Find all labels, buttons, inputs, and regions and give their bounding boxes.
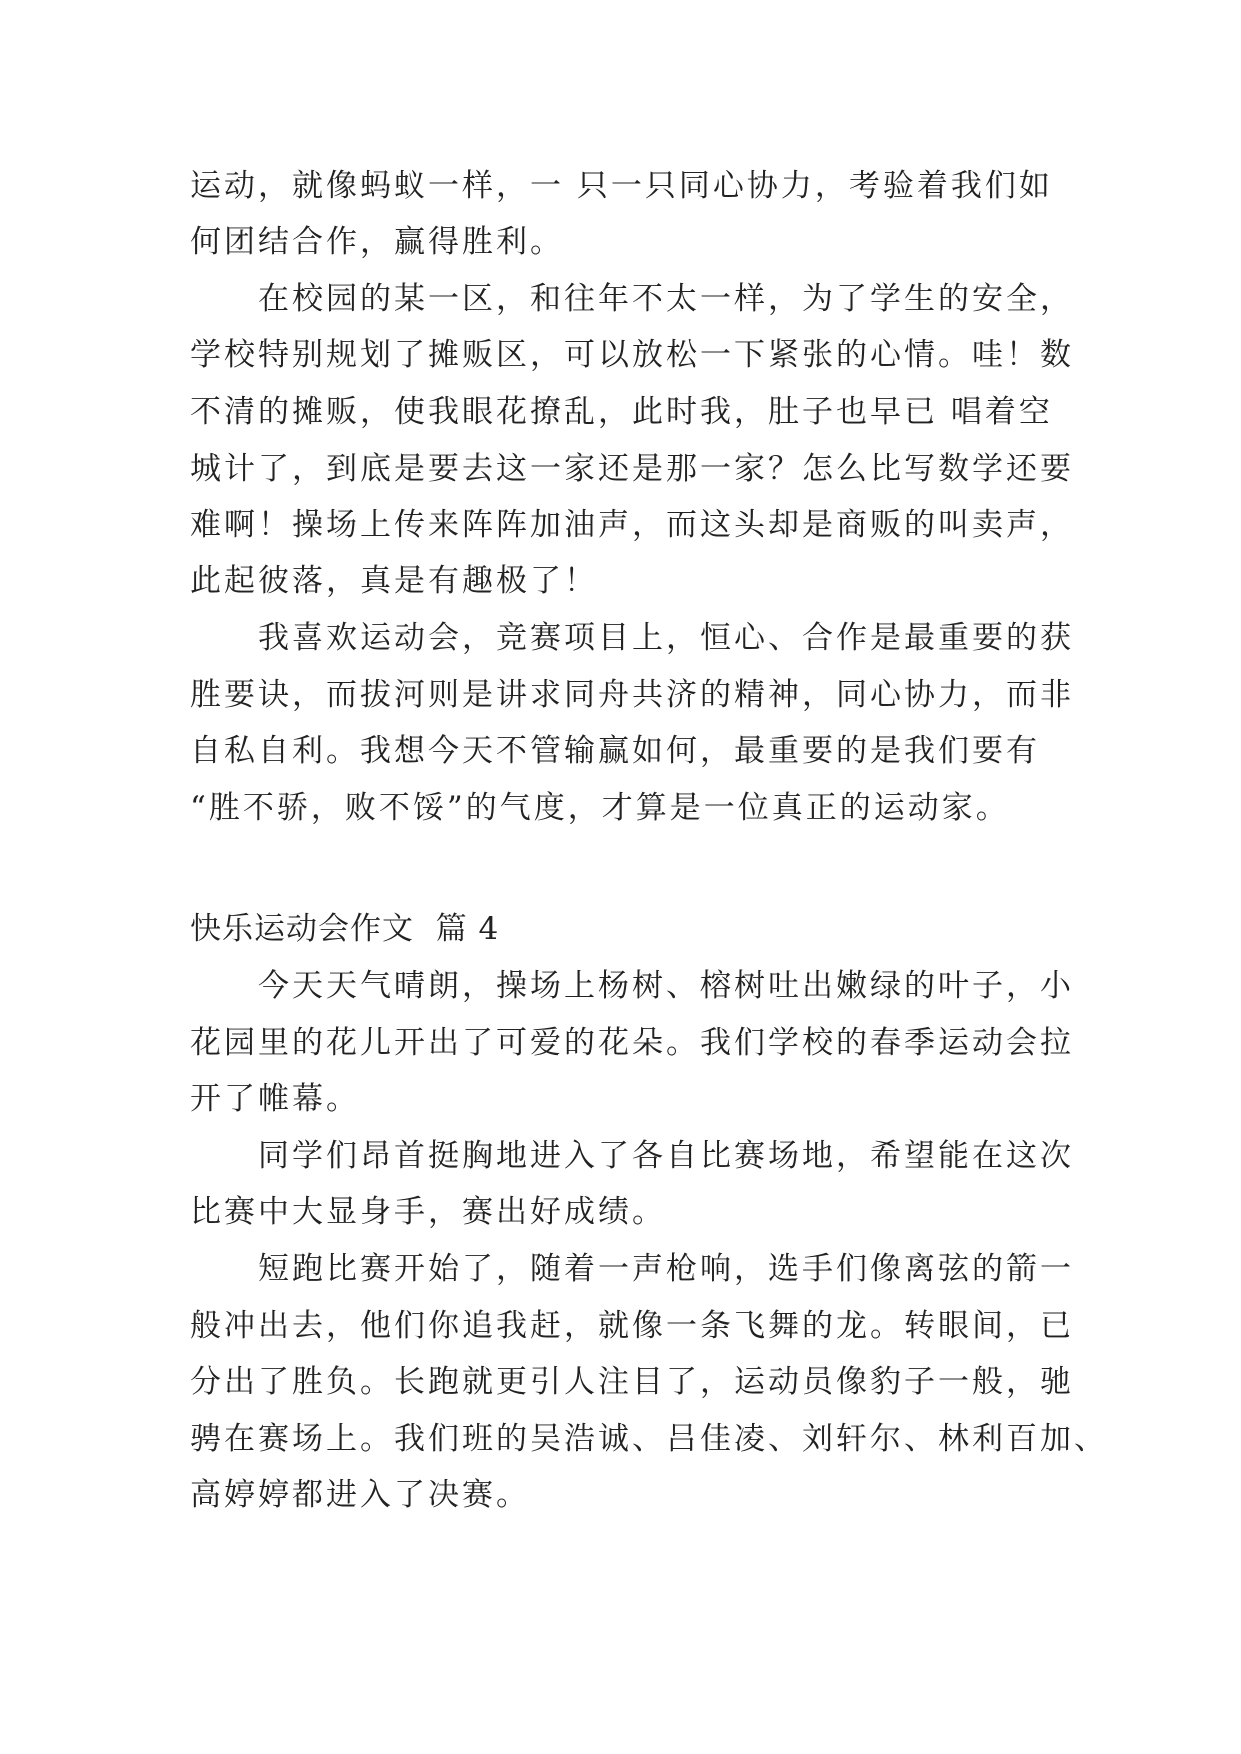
paragraph-line: 此起彼落，真是有趣极了！ (190, 563, 598, 599)
paragraph-line: 般冲出去，他们你追我赶，就像一条飞舞的龙。转眼间，已 (190, 1308, 1074, 1344)
paragraph-line: 比赛中大显身手，赛出好成绩。 (190, 1194, 666, 1230)
paragraph-line: 不清的摊贩，使我眼花撩乱，此时我，肚子也早已 唱着空 (190, 394, 1053, 430)
paragraph-line: 城计了，到底是要去这一家还是那一家？怎么比写数学还要 (190, 451, 1074, 487)
paragraph-line: 分出了胜负。长跑就更引人注目了，运动员像豹子一般，驰 (190, 1364, 1074, 1400)
paragraph-line: 学校特别规划了摊贩区，可以放松一下紧张的心情。哇！数 (190, 337, 1074, 373)
paragraph-line: 在校园的某一区，和往年不太一样，为了学生的安全， (190, 281, 1074, 317)
paragraph-line: 自私自利。我想今天不管输赢如何，最重要的是我们要有 (190, 733, 1040, 769)
paragraph-line: 高婷婷都进入了决赛。 (190, 1477, 530, 1513)
paragraph-line: 骋在赛场上。我们班的吴浩诚、吕佳凌、刘轩尔、林利百加、 (190, 1421, 1108, 1457)
paragraph-line: “胜不骄，败不馁”的气度，才算是一位真正的运动家。 (190, 790, 1010, 826)
paragraph-line: 花园里的花儿开出了可爱的花朵。我们学校的春季运动会拉 (190, 1025, 1074, 1061)
paragraph-line: 开了帷幕。 (190, 1081, 360, 1117)
paragraph-line: 运动，就像蚂蚁一样，一 只一只同心协力，考验着我们如 (190, 168, 1053, 204)
paragraph-line: 胜要诀，而拔河则是讲求同舟共济的精神，同心协力，而非 (190, 677, 1074, 713)
paragraph-line: 难啊！操场上传来阵阵加油声，而这头却是商贩的叫卖声， (190, 507, 1074, 543)
paragraph-line: 我喜欢运动会，竞赛项目上，恒心、合作是最重要的获 (190, 620, 1074, 656)
section-heading: 快乐运动会作文 篇 4 (190, 911, 500, 947)
paragraph-line: 何团结合作，赢得胜利。 (190, 224, 564, 260)
paragraph-line: 今天天气晴朗，操场上杨树、榕树吐出嫩绿的叶子，小 (190, 968, 1074, 1004)
paragraph-line: 同学们昂首挺胸地进入了各自比赛场地，希望能在这次 (190, 1138, 1074, 1174)
paragraph-line: 短跑比赛开始了，随着一声枪响，选手们像离弦的箭一 (190, 1251, 1074, 1287)
